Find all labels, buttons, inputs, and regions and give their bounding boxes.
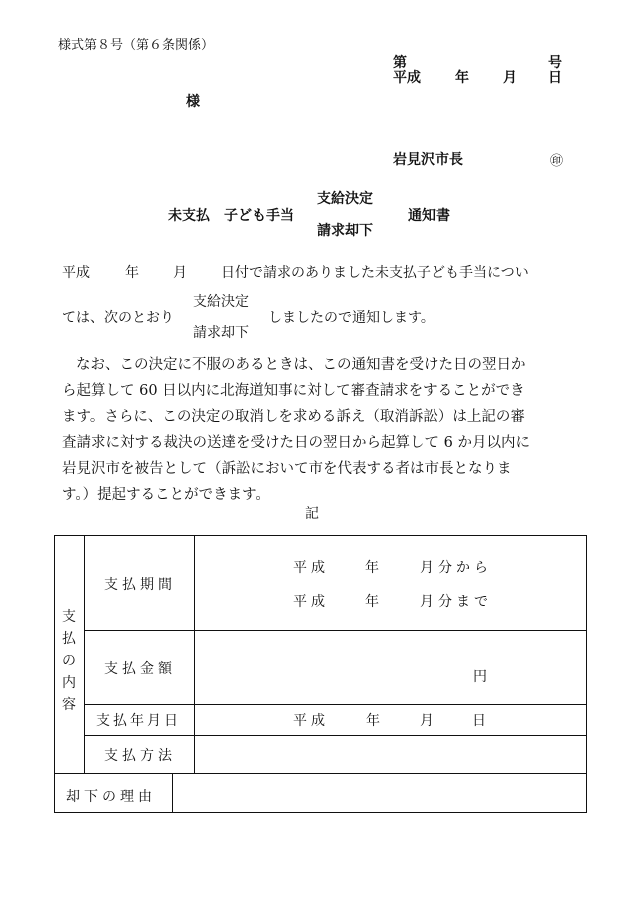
side-header-char: 払 (62, 631, 76, 647)
seal-icon: ㊞ (550, 154, 564, 169)
notice-line: 岩見沢市を被告として（訴訟において市を代表する者は市長となりま (62, 461, 512, 477)
doc-number-go: 号 (548, 55, 562, 71)
title-option-lower: 請求却下 (317, 223, 373, 239)
body-year: 年 (125, 265, 139, 281)
title-suffix: 通知書 (408, 208, 450, 224)
body-era: 平成 (62, 265, 90, 281)
title-prefix: 未支払 子ども手当 (168, 208, 294, 224)
notice-line: 査請求に対する裁決の送達を受けた日の翌日から起算して 6 か月以内に (62, 435, 530, 451)
reason-divider (172, 773, 173, 813)
row-divider (84, 735, 587, 736)
notice-line: なお、この決定に不服のあるときは、この通知書を受けた日の翌日か (76, 357, 526, 373)
period-from-month: 月分から (420, 560, 492, 576)
body-option-lower: 請求却下 (193, 325, 249, 341)
table-border-right (586, 535, 587, 813)
table-border-left (54, 535, 55, 813)
side-divider (84, 535, 85, 773)
form-number: 様式第８号（第６条関係） (58, 38, 215, 53)
body-month: 月 (173, 265, 187, 281)
pay-date-day: 日 (472, 713, 490, 729)
notice-line: ら起算して 60 日以内に北海道知事に対して審査請求をすることができ (62, 383, 525, 399)
side-header-char: 容 (62, 697, 76, 713)
reason-label: 却下の理由 (66, 789, 156, 805)
issuer-name: 岩見沢市長 (393, 152, 463, 168)
amount-unit: 円 (473, 669, 491, 685)
row-divider (54, 773, 587, 774)
date-month: 月 (503, 70, 517, 86)
side-header-char: 支 (62, 609, 76, 625)
method-label: 支払方法 (104, 748, 176, 764)
period-to-month: 月分まで (420, 594, 492, 610)
side-header-char: の (62, 653, 76, 669)
period-from-year: 年 (365, 560, 383, 576)
body-line2-end: しましたので通知します。 (268, 310, 435, 326)
doc-number-dai: 第 (393, 55, 407, 71)
date-era: 平成 (393, 70, 421, 86)
pay-date-label: 支払年月日 (96, 713, 181, 729)
table-border-bottom (54, 812, 587, 813)
row-divider (84, 630, 587, 631)
side-header-char: 内 (62, 675, 76, 691)
body-line1-rest: 日付で請求のありました未支払子ども手当につい (221, 265, 529, 281)
pay-date-era: 平成 (293, 713, 329, 729)
period-from-era: 平成 (293, 560, 329, 576)
pay-date-month: 月 (420, 713, 438, 729)
row-divider (84, 704, 587, 705)
ki-heading: 記 (305, 506, 319, 522)
date-day: 日 (548, 70, 562, 86)
title-option-upper: 支給決定 (317, 191, 373, 207)
table-border-top (54, 535, 587, 536)
notice-paragraph (62, 352, 570, 508)
notice-line: す。）提起することができます。 (62, 487, 270, 503)
notice-line: ます。さらに、この決定の取消しを求める訴え（取消訴訟）は上記の審 (62, 409, 525, 425)
date-year: 年 (455, 70, 469, 86)
label-divider (194, 535, 195, 773)
amount-label: 支払金額 (104, 661, 176, 677)
period-to-year: 年 (365, 594, 383, 610)
period-label: 支払期間 (104, 577, 176, 593)
body-line2-start: ては、次のとおり (62, 310, 174, 326)
pay-date-year: 年 (366, 713, 384, 729)
side-header (61, 606, 77, 716)
addressee-suffix: 様 (186, 94, 200, 110)
body-option-upper: 支給決定 (193, 294, 249, 310)
period-to-era: 平成 (293, 594, 329, 610)
